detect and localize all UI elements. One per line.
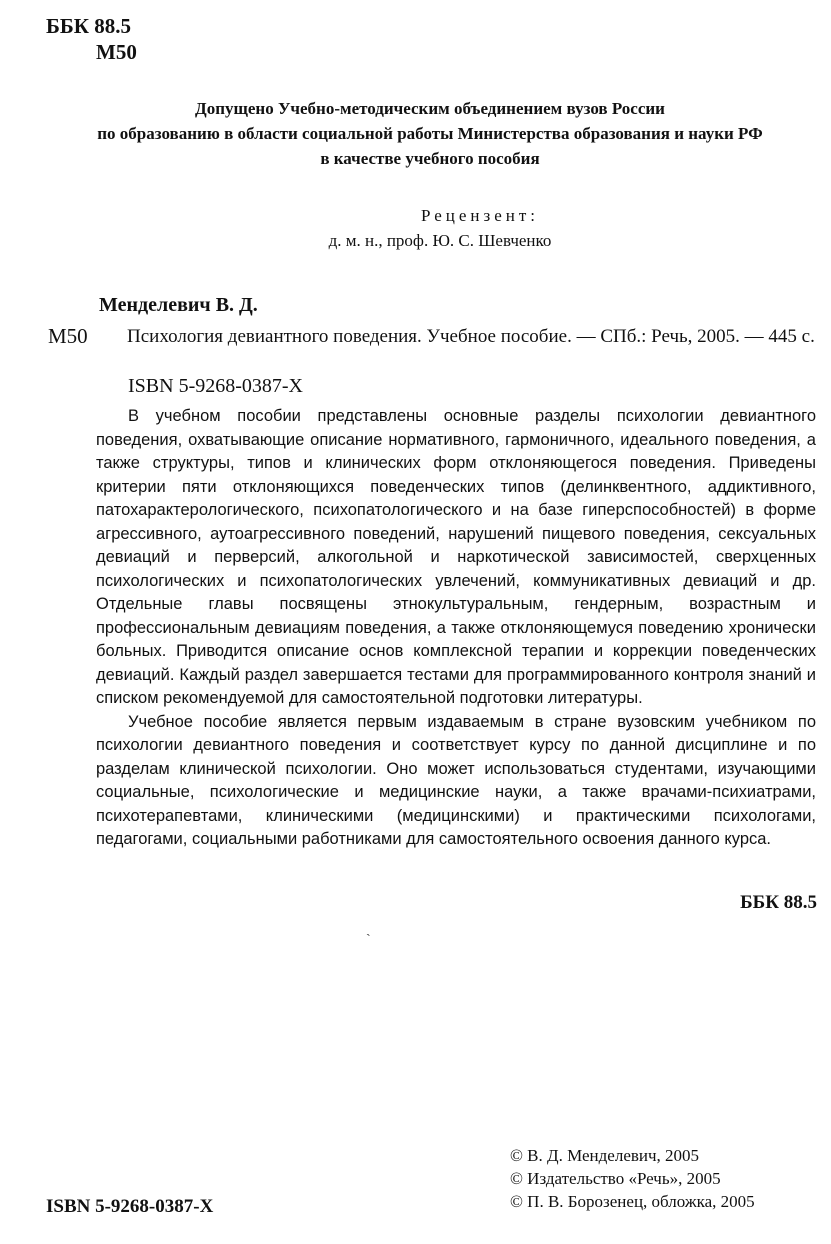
- bibliographic-description: Психология девиантного поведения. Учебное пособие. — СПб.: Речь, 2005. — 445 с.: [127, 326, 815, 347]
- stray-mark: ˏ: [366, 922, 371, 937]
- reviewer-name: д. м. н., проф. Ю. С. Шевченко: [328, 231, 552, 250]
- approval-statement: [40, 96, 820, 171]
- reviewer-heading: Рецензент:: [420, 206, 540, 225]
- isbn-bottom: ISBN 5-9268-0387-X: [46, 1196, 214, 1217]
- copyright-block: [510, 1144, 755, 1213]
- approval-line: в качестве учебного пособия: [320, 149, 540, 168]
- approval-line: по образованию в области социальной работы Министерства образования и науки РФ: [97, 124, 763, 143]
- author-sign-code: М50: [96, 40, 137, 64]
- isbn: ISBN 5-9268-0387-X: [128, 375, 303, 397]
- copyright-line: © Издательство «Речь», 2005: [510, 1169, 721, 1188]
- catalog-code: М50: [48, 324, 88, 348]
- annotation-paragraph: В учебном пособии представлены основные разделы психологии девиантного поведения, охватывающие описание нормативного, гармоничного, идеального поведения, а также структуры, типов и клинических форм отклоняющегося поведения. Приведены критерии пяти отклоняющихся поведенческих типов (делинквентного, аддиктивного, патохарактерологического, психопатологического и на базе гиперспособностей) в форме агрессивного, аутоагрессивного поведений, нарушений пищевого поведения, сексуальных девиаций и перверсий, алкогольной и наркотической зависимостей, сверхценных психологических и психопатологических увлечений, коммуникативных девиаций и др. Отдельные главы посвящены этнокультуральным, гендерным, возрастным и профессиональным девиациям поведения, а также отклоняющемуся поведению хронически больных. Приводится описание основ комплексной терапии и коррекции поведенческих девиаций. Каждый раздел завершается тестами для программированного контроля знаний и списком рекомендуемой для самостоятельной подготовки литературы.: [96, 407, 816, 707]
- bbk-index: ББК 88.5: [46, 14, 131, 38]
- copyright-line: © П. В. Борозенец, обложка, 2005: [510, 1192, 755, 1211]
- annotation-paragraph: Учебное пособие является первым издаваемым в стране вузовским учебником по психологии девиантного поведения и соответствует курсу по данной дисциплине и по разделам клинической психологии. Оно может использоваться студентами, изучающими социальные, психологические и медицинские науки, а также врачами-психиатрами, психотерапевтами, клиническими (медицинскими) и практическими психологами, педагогами, социальными работниками для самостоятельного освоения данного курса.: [96, 712, 816, 848]
- annotation: [96, 405, 816, 852]
- author-name: Менделевич В. Д.: [99, 294, 258, 316]
- copyright-line: © В. Д. Менделевич, 2005: [510, 1146, 700, 1165]
- approval-line: Допущено Учебно-методическим объединением вузов России: [195, 99, 665, 118]
- bbk-index-bottom: ББК 88.5: [740, 892, 817, 913]
